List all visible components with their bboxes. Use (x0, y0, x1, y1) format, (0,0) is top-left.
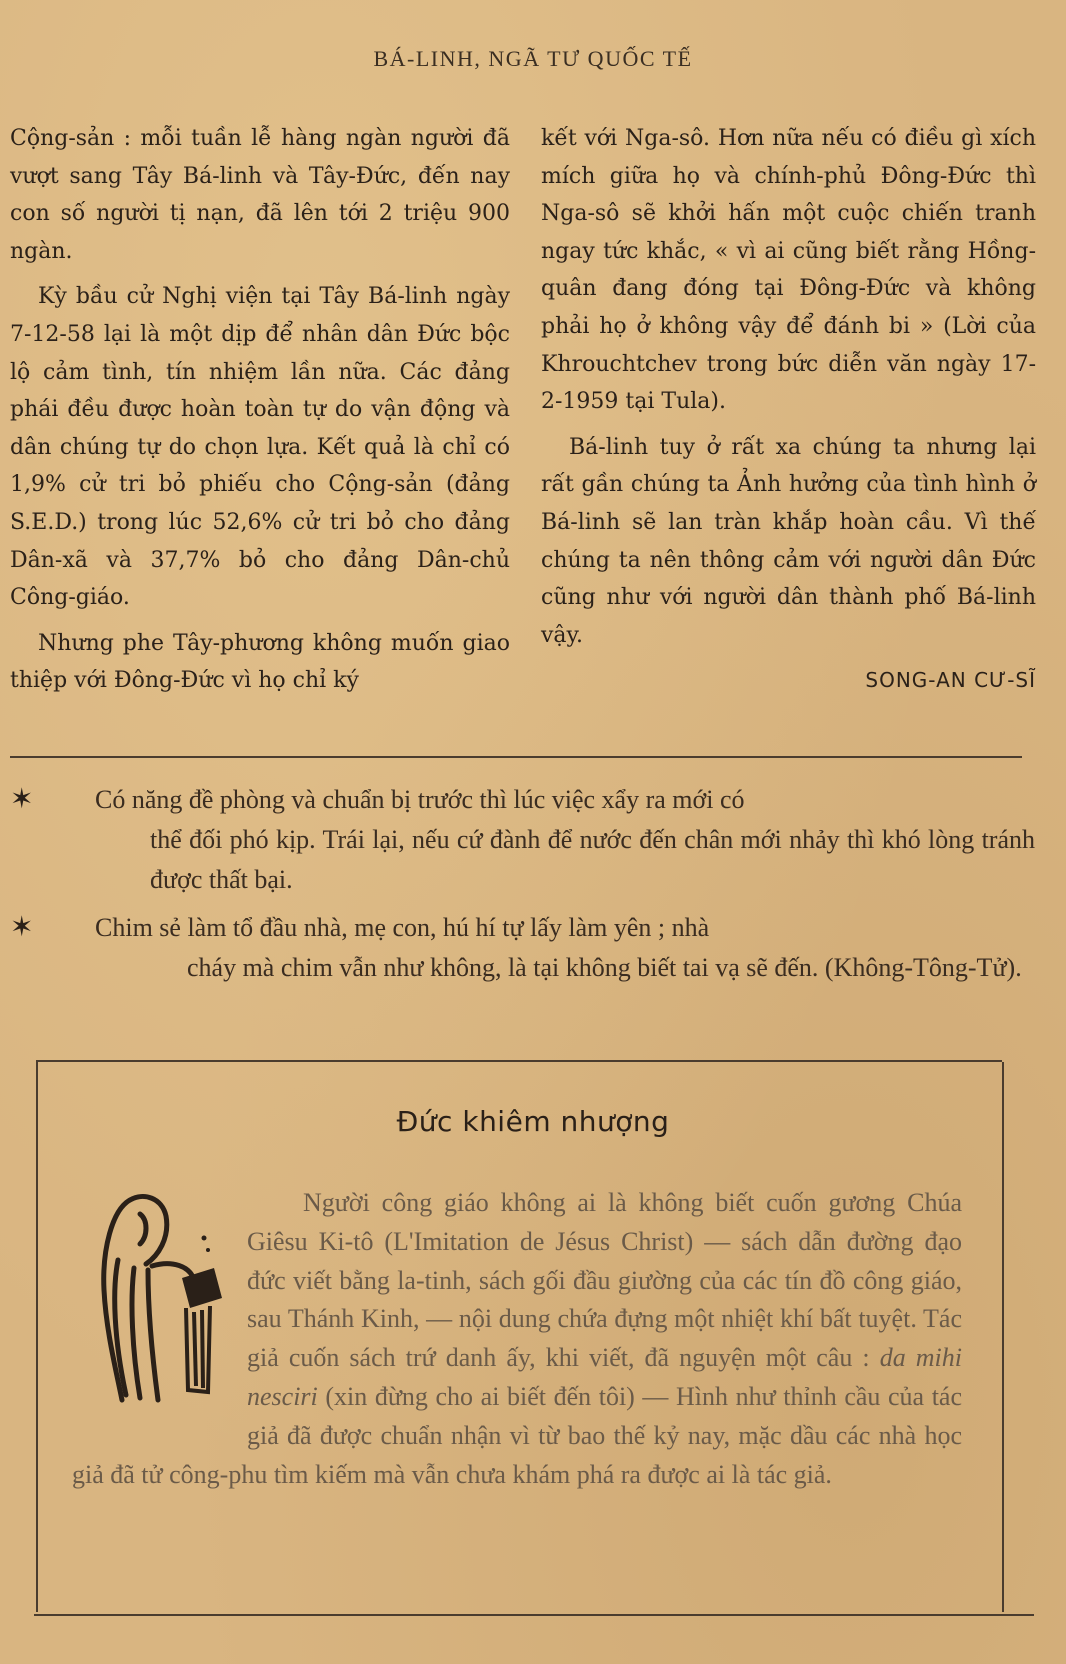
box-text-part: Người công giáo không ai là không biết cuốn gương Chúa Giêsu Ki-tô (L'Imitation de Jésus Christ) — sách dẫn đường đạo đức viết bằng la-tinh, sách gối đầu giường của các tín đồ công giáo, sau Thánh Kinh, — nội dung chứa đựng một nhiệt khí bất tuyệt. Tác giả cuốn sách trứ danh ấy, khi viết, đã nguyện một câu : (247, 1188, 962, 1373)
article-paragraph: Nhưng phe Tây-phương không muốn giao thiệp với Đông-Đức vì họ chỉ ký (10, 630, 510, 694)
box-body-text (72, 1184, 962, 1494)
latin-phrase: da mihi nesciri (247, 1343, 962, 1411)
star-icon: ✶ (10, 912, 34, 943)
box-bottom-border (34, 1614, 1034, 1616)
maxim-first-line: Chim sẻ làm tổ đầu nhà, mẹ con, hú hí tự lấy làm yên ; nhà (95, 913, 710, 942)
maxims-section (0, 780, 1066, 1038)
maxim (0, 908, 1066, 1038)
article-paragraph: Cộng-sản : mỗi tuần lễ hàng ngàn người đã vượt sang Tây Bá-linh và Tây-Đức, đến nay con số người tị nạn, đã lên tới 2 triệu 900 ngàn. (10, 126, 510, 264)
maxim-continuation: thể đối phó kịp. Trái lại, nếu cứ đành để nước đến chân mới nhảy thì khó lòng tránh được thất bại. (150, 825, 1035, 894)
star-icon: ✶ (10, 784, 34, 815)
box-title: Đức khiêm nhượng (396, 1105, 670, 1138)
article-paragraph: kết với Nga-sô. Hơn nữa nếu có điều gì xích mích giữa họ và chính-phủ Đông-Đức thì Nga-sô sẽ khởi hấn một cuộc chiến tranh ngay tức khắc, « vì ai cũng biết rằng Hồng-quân đang đóng tại Đông-Đức và không phải họ ở không vậy để đánh bi » (Lời của Khrouchtchev trong bức diễn văn ngày 17-2-1959 tại Tula). (541, 126, 1036, 415)
maxim (0, 780, 1066, 908)
section-divider (10, 756, 1022, 758)
article-paragraph: Bá-linh tuy ở rất xa chúng ta nhưng lại rất gần chúng ta Ảnh hưởng của tình hình ở Bá-linh sẽ lan tràn khắp hoàn cầu. Vì thế chúng ta nên thông cảm với người dân Đức cũng như với người dân thành phố Bá-linh vậy. (541, 434, 1036, 648)
article-right-column (541, 120, 1036, 700)
article-signature: SONG-AN CƯ-SĨ (865, 668, 1036, 693)
maxim-continuation: cháy mà chim vẫn như không, là tại không biết tai vạ sẽ đến. (Không-Tông-Tử). (187, 953, 1022, 982)
illustration-space (72, 1184, 247, 1419)
box-text-part: (xin đừng cho ai biết đến tôi) — Hình như thỉnh cầu của tác giả đã được chuẩn nhận vì từ bao thế kỷ nay, mặc dầu các nhà học giả đã tử công-phu tìm kiếm mà vẫn chưa khám phá ra được ai là tác giả. (72, 1381, 962, 1489)
running-head: BÁ-LINH, NGÃ TƯ QUỐC TẾ (373, 46, 693, 71)
maxim-first-line: Có năng đề phòng và chuẩn bị trước thì lúc việc xẩy ra mới có (95, 785, 745, 814)
article-paragraph: Kỳ bầu cử Nghị viện tại Tây Bá-linh ngày 7-12-58 lại là một dịp để nhân dân Đức bộc lộ cảm tình, tín nhiệm lần nữa. Các đảng phái đều được hoàn toàn tự do vận động và dân chúng tự do chọn lựa. Kết quả là chỉ có 1,9% cử tri bỏ phiếu cho Cộng-sản (đảng S.E.D.) trong lúc 52,6% cử tri bỏ cho đảng Dân-xã và 37,7% bỏ cho đảng Dân-chủ Công-giáo. (10, 284, 510, 611)
article-left-column (10, 120, 510, 708)
